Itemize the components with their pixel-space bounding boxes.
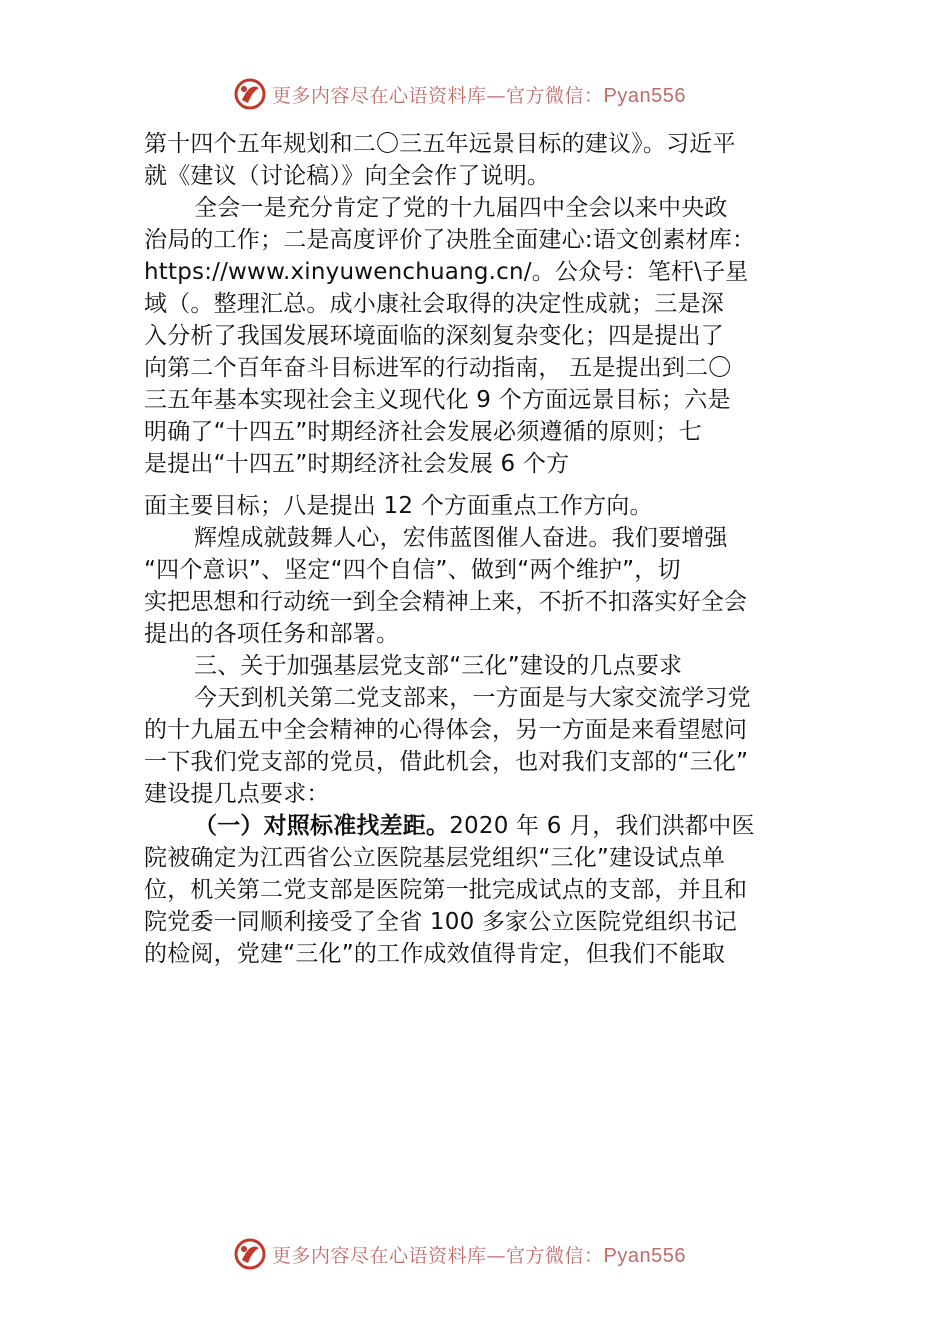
text-line: 面主要目标；八是提出 12 个方面重点工作方向。 (144, 493, 653, 519)
text-line: 明确了“十四五”时期经济社会发展必须遵循的原则；七 (144, 419, 702, 445)
text-line (144, 810, 812, 842)
footer-banner (232, 1234, 686, 1274)
wechat-id: Pyan556 (603, 84, 686, 107)
text-line: 入分析了我国发展环境面临的深刻复杂变化；四是提出了 (144, 323, 724, 349)
banner-text: 更多内容尽在心语资料库—官方微信：Pyan556 (272, 1244, 686, 1267)
text-line: 实把思想和行动统一到全会精神上来，不折不扣落实好全会 (144, 589, 748, 615)
text-line: 一下我们党支部的党员，借此机会，也对我们支部的“三化” (144, 749, 749, 775)
text-line: 建设提几点要求： (144, 781, 330, 807)
text-line: 就《建议（讨论稿）》向全会作了说明。 (144, 163, 551, 189)
text-line: 提出的各项任务和部署。 (144, 621, 400, 647)
text-line: https://www.xinyuwenchuang.cn/。公众号：笔杆\子星 (144, 259, 749, 285)
text-span: 2020 年 6 月，我们洪都中医 (449, 813, 755, 839)
text-line: 的检阅，党建“三化”的工作成效值得肯定，但我们不能取 (144, 941, 726, 967)
logo-icon (232, 76, 268, 112)
text-line: 域（。整理汇总。成小康社会取得的决定性成就；三是深 (144, 291, 724, 317)
wechat-id: Pyan556 (603, 1244, 686, 1267)
header-banner (232, 74, 686, 114)
text-line: 是提出“十四五”时期经济社会发展 6 个方 (144, 451, 570, 477)
text-line: 的十九届五中全会精神的心得体会，另一方面是来看望慰问 (144, 717, 748, 743)
text-line: 全会一是充分肯定了党的十九届四中全会以来中央政 (194, 195, 728, 221)
text-line: 院党委一同顺利接受了全省 100 多家公立医院党组织书记 (144, 909, 738, 935)
text-line: 三五年基本实现社会主义现代化 9 个方面远景目标；六是 (144, 387, 731, 413)
text-line: 第十四个五年规划和二〇三五年远景目标的建议》。习近平 (144, 131, 736, 157)
text-line: “四个意识”、坚定“四个自信”、做到“两个维护”，切 (144, 557, 681, 583)
text-line: 位，机关第二党支部是医院第一批完成试点的支部，并且和 (144, 877, 748, 903)
logo-icon (232, 1236, 268, 1272)
text-line: 院被确定为江西省公立医院基层党组织“三化”建设试点单 (144, 845, 726, 871)
text-line: 辉煌成就鼓舞人心，宏伟蓝图催人奋进。我们要增强 (194, 525, 728, 551)
text-line: 今天到机关第二党支部来，一方面是与大家交流学习党 (194, 685, 751, 711)
section-heading: 三、关于加强基层党支部“三化”建设的几点要求 (194, 653, 683, 679)
text-line: 治局的工作；二是高度评价了决胜全面建心:语文创素材库： (144, 227, 756, 253)
document-body (144, 128, 812, 970)
subheading-lead: （一）对照标准找差距。 (194, 812, 450, 839)
text-line: 向第二个百年奋斗目标进军的行动指南， 五是提出到二〇 (144, 355, 732, 381)
banner-text: 更多内容尽在心语资料库—官方微信：Pyan556 (272, 84, 686, 107)
